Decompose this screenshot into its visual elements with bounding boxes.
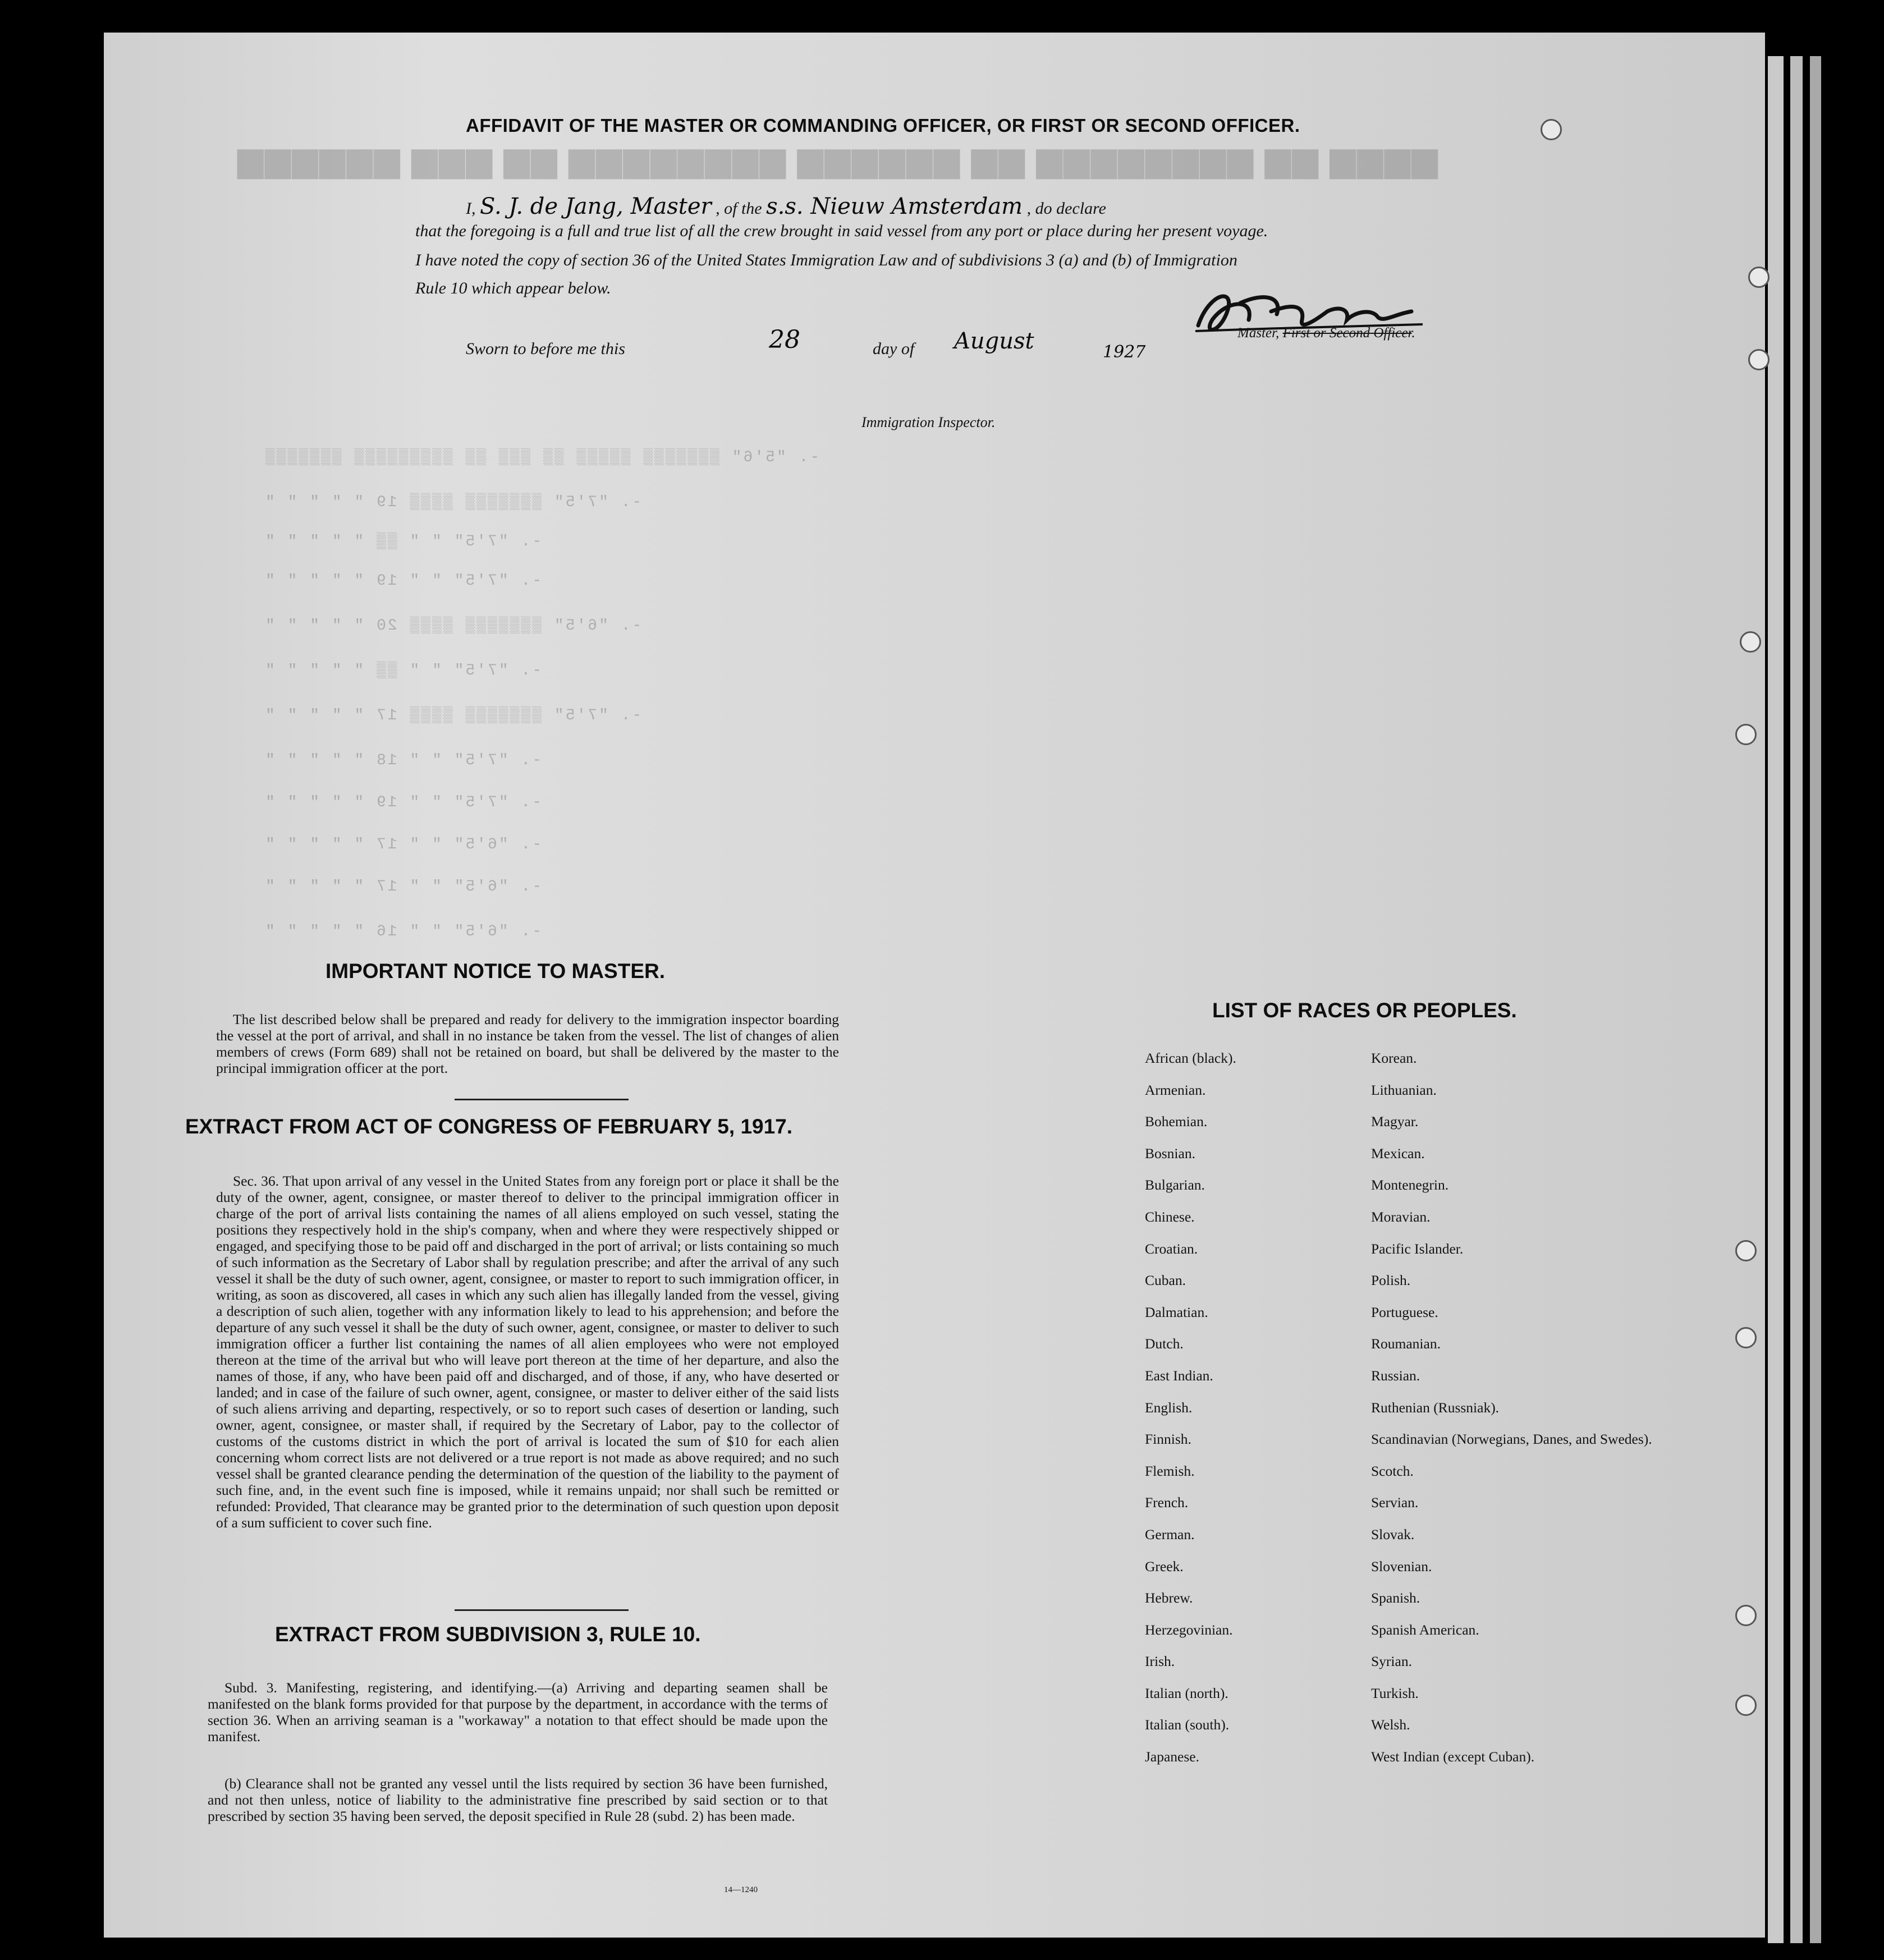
sworn-year-handwritten: 1927 <box>1103 342 1146 362</box>
divider <box>455 1099 629 1100</box>
punch-hole <box>1735 1240 1757 1261</box>
bleed-through-row: -. "5'6" ▒▒▒▒▒▒▒ ▒▒▒▒▒ ▒▒ ▒▒▒ ▒▒ ▒▒▒▒▒▒▒▒▒ ▒▒▒▒▒▒▒ <box>264 449 820 466</box>
race-item: Dalmatian. <box>1145 1303 1208 1320</box>
affidavit-line: I have noted the copy of section 36 of the United States Immigration Law and of subdivisions 3 (a) and (b) of Immigration <box>415 251 1237 269</box>
affidavit-line: that the foregoing is a full and true list of all the crew brought in said vessel from any port or place during her present voyage. <box>415 222 1268 240</box>
race-item: Slovenian. <box>1371 1558 1432 1575</box>
race-item: French. <box>1145 1494 1189 1511</box>
notice-text: The list described below shall be prepared and ready for delivery to the immigration inspector boarding the vessel at the port of arrival, and shall in no instance be taken from the vessel. The list of changes of alien members of crews (Form 689) shall not be retained on board, but shall be delivered by the master to the principal immigration officer at the port. <box>216 1011 839 1076</box>
punch-hole <box>1735 1695 1757 1716</box>
bleed-through-row: -. "7'5" ▒▒▒▒▒▒▒ ▒▒▒▒ 19 " " " " " <box>264 494 642 511</box>
bleed-through-row: -. "6'5" " " 16 " " " " " <box>264 923 542 940</box>
page-edge <box>1768 56 1784 1943</box>
bleed-through-row: -. "6'5" " " 17 " " " " " <box>264 878 542 896</box>
punch-hole <box>1735 1327 1757 1348</box>
bleed-through-row: -. "7'5" " " 18 " " " " " <box>264 752 542 769</box>
affidavit-prefix: I, <box>466 199 476 218</box>
affidavit-do-declare: , do declare <box>1026 199 1106 218</box>
bleed-through-row: -. "7'5" " " 19 " " " " " <box>264 572 542 590</box>
punch-hole <box>1748 349 1770 370</box>
race-item: Polish. <box>1371 1272 1411 1289</box>
page-edge <box>1790 56 1803 1943</box>
races-list-right <box>1371 1050 1652 1781</box>
race-item: Spanish American. <box>1371 1621 1479 1638</box>
vessel-name-handwritten: s.s. Nieuw Amsterdam <box>766 194 1023 219</box>
race-item: Armenian. <box>1145 1081 1206 1098</box>
race-item: Ruthenian (Russniak). <box>1371 1399 1500 1416</box>
punch-hole <box>1740 631 1761 653</box>
races-list-left <box>1145 1050 1236 1781</box>
race-item: Bulgarian. <box>1145 1177 1205 1194</box>
extract-rule-text-b: (b) Clearance shall not be granted any vessel until the lists required by section 36 have been furnished, and not then unless, notice of liability to the administrative fine prescribed by said section or to that prescribed by section 35 having been served, the deposit specified in Rule 28 (subd. 2) has been made. <box>208 1775 828 1824</box>
race-item: East Indian. <box>1145 1367 1213 1384</box>
race-item: Flemish. <box>1145 1462 1195 1479</box>
race-item: Magyar. <box>1371 1113 1419 1130</box>
punch-hole <box>1735 1605 1757 1626</box>
bleed-through-row: -. "6'5" " " 17 " " " " " <box>264 836 542 853</box>
bleed-through-heading: ▆▆▆▆ ▆▆ ▆▆▆▆▆▆▆▆ ▆▆ ▆▆▆▆▆▆ ▆▆▆▆▆▆▆▆ ▆▆ ▆▆▆ ▆▆▆▆▆▆ <box>236 141 1437 178</box>
bleed-through-row: -. "7'5" " " 19 " " " " " <box>264 794 542 811</box>
race-item: Scotch. <box>1371 1462 1414 1479</box>
bleed-through-row: -. "7'5" ▒▒▒▒▒▒▒ ▒▒▒▒ 17 " " " " " <box>264 707 642 724</box>
race-item: Herzegovinian. <box>1145 1621 1233 1638</box>
race-item: Turkish. <box>1371 1684 1419 1701</box>
race-item: Moravian. <box>1371 1208 1431 1225</box>
form-number: 14—1240 <box>724 1885 758 1894</box>
race-item: Croatian. <box>1145 1240 1198 1257</box>
affidavit-declaration-line <box>466 194 1106 219</box>
race-item: Dutch. <box>1145 1335 1184 1352</box>
race-item: German. <box>1145 1526 1195 1543</box>
race-item: Italian (south). <box>1145 1716 1230 1733</box>
sworn-statement: Sworn to before me this <box>466 339 625 358</box>
race-item: Irish. <box>1145 1653 1175 1670</box>
race-item: Slovak. <box>1371 1526 1415 1543</box>
extract-act-text: Sec. 36. That upon arrival of any vessel in the United States from any foreign port or place it shall be the duty of the owner, agent, consignee, or master thereof to deliver to the principal immigration officer in charge of the port of arrival lists containing the names of all aliens employed on such vessel, stating the positions they respectively hold in the ship's company, when and where they were respectively shipped or engaged, and specifying those to be paid off and discharged in the port of arrival; or lists containing so much of such information as the Secretary of Labor shall by regulation prescribe; and after the arrival of any such vessel it shall be the duty of such owner, agent, consignee, or master to report to such immigration officer, in writing, as soon as discovered, all cases in which any such alien has illegally landed from the vessel, giving a description of such alien, together with any information likely to lead to his apprehension; and before the departure of any such vessel it shall be the duty of such owner, agent, consignee, or master to deliver to such immigration officer a further list containing the names of all alien employees who were not employed thereon at the time of the arrival but who will leave port thereon at the time of her departure, and also the names of those, if any, who have been paid off and discharged, and of those, if any, who have deserted or landed; and in case of the failure of such owner, agent, consignee, or master to deliver either of the said lists of such aliens arriving and departing, respectively, or so to report such cases of desertion or landing, such owner, agent, consignee, or master shall, if required by the Secretary of Labor, pay to the collector of customs of the customs district in which the port of arrival is located the sum of $10 for each alien concerning whom correct lists are not delivered or a true report is not made as above required; and no such vessel shall be granted clearance pending the determination of the question of the liability to the payment of such fine, and, in the event such fine is imposed, while it remains unpaid; nor shall such be remitted or refunded: Provided, That clearance may be granted prior to the determination of such question upon deposit of a sum sufficient to cover such fine. <box>216 1173 839 1531</box>
race-item: Portuguese. <box>1371 1303 1438 1320</box>
race-item: Finnish. <box>1145 1431 1191 1448</box>
punch-hole <box>1748 267 1770 288</box>
race-item: Roumanian. <box>1371 1335 1441 1352</box>
race-item: Montenegrin. <box>1371 1177 1449 1194</box>
race-item: Italian (north). <box>1145 1684 1229 1701</box>
race-item: Chinese. <box>1145 1208 1195 1225</box>
race-item: West Indian (except Cuban). <box>1371 1748 1535 1765</box>
race-item: Bohemian. <box>1145 1113 1208 1130</box>
divider <box>455 1609 629 1611</box>
bleed-through-row: -. "7'5" " " ▒▒ " " " " " <box>264 662 542 680</box>
race-item: English. <box>1145 1399 1193 1416</box>
race-item: Russian. <box>1371 1367 1420 1384</box>
race-item: Greek. <box>1145 1558 1184 1575</box>
sworn-date-handwritten: 28 <box>769 325 800 354</box>
master-caption: Master, First or Second Officer. <box>1237 325 1415 341</box>
extract-rule-text-a: Subd. 3. Manifesting, registering, and identifying.—(a) Arriving and departing seamen shall be manifested on the blank forms provided for that purpose by the department, in accordance with the terms of section 36. When an arriving seaman is a "workaway" a notation to that effect should be made upon the manifest. <box>208 1679 828 1745</box>
page-edge <box>1810 56 1821 1943</box>
affidavit-of-the: , of the <box>716 199 762 218</box>
races-title: LIST OF RACES OR PEOPLES. <box>1212 999 1517 1022</box>
affidavit-heading: AFFIDAVIT OF THE MASTER OR COMMANDING OFFICER, OR FIRST OR SECOND OFFICER. <box>466 115 1300 136</box>
punch-hole <box>1735 724 1757 745</box>
bleed-through-row: -. "6'5" ▒▒▒▒▒▒▒ ▒▒▒▒ 20 " " " " " <box>264 617 642 635</box>
race-item: Pacific Islander. <box>1371 1240 1464 1257</box>
race-item: Spanish. <box>1371 1590 1420 1606</box>
inspector-caption: Immigration Inspector. <box>861 414 996 430</box>
race-item: Syrian. <box>1371 1653 1412 1670</box>
punch-hole <box>1541 119 1562 140</box>
race-item: Welsh. <box>1371 1716 1410 1733</box>
extract-rule-title: EXTRACT FROM SUBDIVISION 3, RULE 10. <box>275 1623 701 1646</box>
race-item: Japanese. <box>1145 1748 1199 1765</box>
race-item: Servian. <box>1371 1494 1419 1511</box>
sworn-day-of: day of <box>873 339 915 358</box>
race-item: Scandinavian (Norwegians, Danes, and Swedes). <box>1371 1431 1652 1448</box>
master-name-handwritten: S. J. de Jang, Master <box>480 194 712 219</box>
race-item: Lithuanian. <box>1371 1081 1437 1098</box>
bleed-through-row: -. "7'5" " " ▒▒ " " " " " <box>264 533 542 550</box>
extract-act-title: EXTRACT FROM ACT OF CONGRESS OF FEBRUARY 5, 1917. <box>185 1115 793 1138</box>
race-item: Bosnian. <box>1145 1145 1195 1162</box>
race-item: Korean. <box>1371 1050 1417 1066</box>
race-item: African (black). <box>1145 1050 1236 1066</box>
race-item: Hebrew. <box>1145 1590 1193 1606</box>
race-item: Mexican. <box>1371 1145 1425 1162</box>
affidavit-line: Rule 10 which appear below. <box>415 279 611 297</box>
notice-title: IMPORTANT NOTICE TO MASTER. <box>326 960 666 983</box>
sworn-month-handwritten: August <box>954 328 1034 354</box>
race-item: Cuban. <box>1145 1272 1186 1289</box>
